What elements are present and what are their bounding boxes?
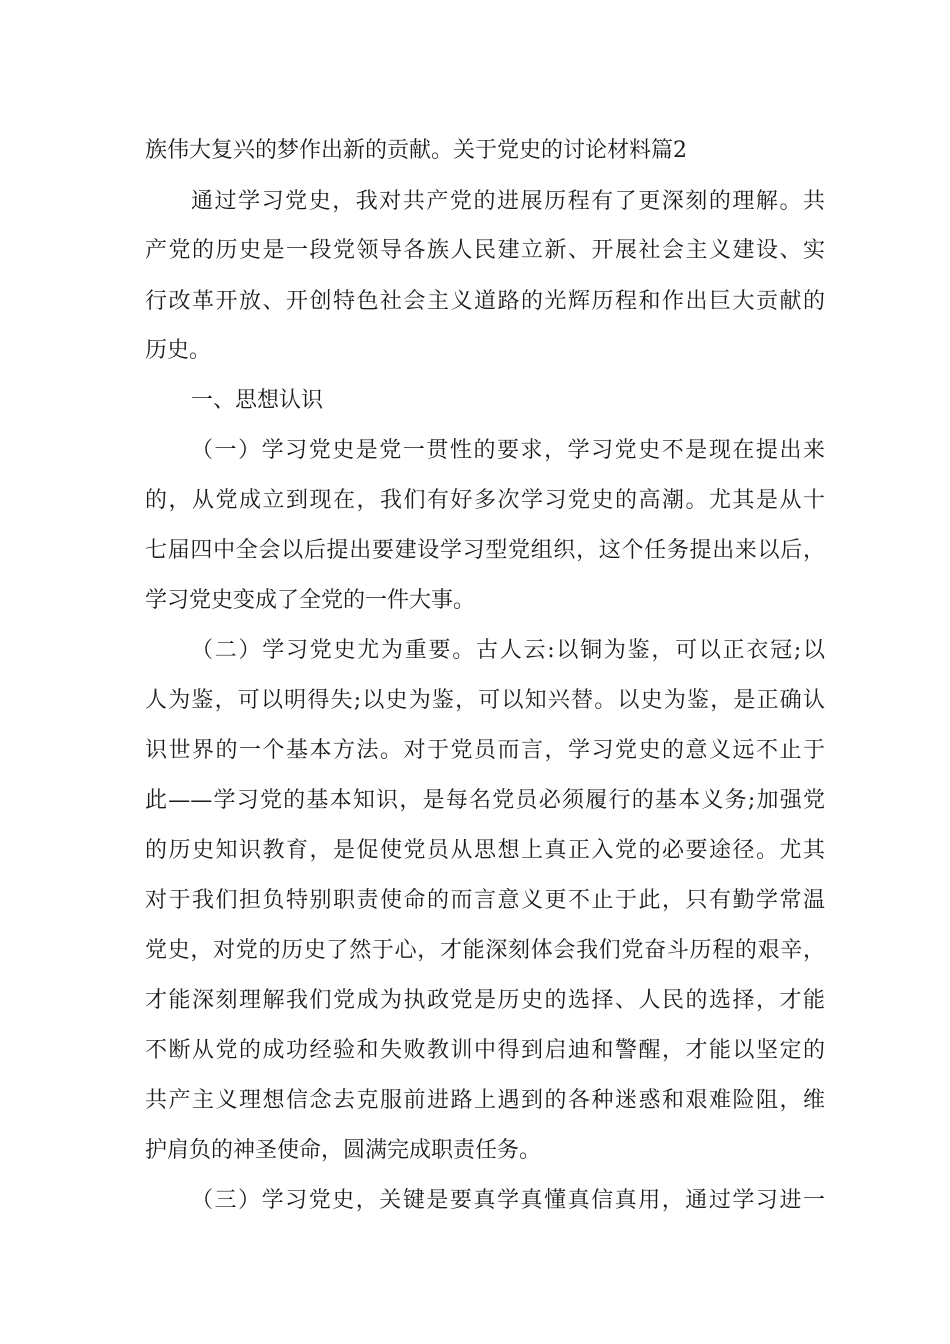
text-line: 人为鉴，可以明得失;以史为鉴，可以知兴替。以史为鉴，是正确认: [145, 688, 825, 713]
text-line: 的，从党成立到现在，我们有好多次学习党史的高潮。尤其是从十: [145, 488, 825, 513]
text-line: 学习党史变成了全党的一件大事。: [145, 588, 476, 613]
text-line: 产党的历史是一段党领导各族人民建立新、开展社会主义建设、实: [145, 238, 825, 263]
text-line: 的历史知识教育，是促使党员从思想上真正入党的必要途径。尤其: [145, 838, 825, 863]
text-line: 历史。: [145, 338, 212, 363]
section-heading: 一、思想认识: [191, 388, 324, 413]
text-line: 党史，对党的历史了然于心，才能深刻体会我们党奋斗历程的艰辛，: [145, 938, 825, 963]
text-line: 七届四中全会以后提出要建设学习型党组织，这个任务提出来以后，: [145, 538, 825, 563]
text-line: 不断从党的成功经验和失败教训中得到启迪和警醒，才能以坚定的: [145, 1038, 825, 1063]
paragraph-first-line: 通过学习党史，我对共产党的进展历程有了更深刻的理解。共: [191, 189, 825, 214]
text-line: 识世界的一个基本方法。对于党员而言，学习党史的意义远不止于: [145, 738, 825, 763]
paragraph-first-line: （三）学习党史，关键是要真学真懂真信真用，通过学习进一: [191, 1188, 825, 1213]
paragraph-first-line: （一）学习党史是党一贯性的要求，学习党史不是现在提出来: [191, 438, 825, 463]
text-line: 行改革开放、开创特色社会主义道路的光辉历程和作出巨大贡献的: [145, 289, 825, 314]
text-line: 族伟大复兴的梦作出新的贡献。关于党史的讨论材料篇2: [145, 138, 687, 163]
text-line: 此——学习党的基本知识，是每名党员必须履行的基本义务;加强党: [145, 788, 825, 813]
text-line: 才能深刻理解我们党成为执政党是历史的选择、人民的选择，才能: [145, 988, 825, 1013]
paragraph-first-line: （二）学习党史尤为重要。古人云:以铜为鉴，可以正衣冠;以: [191, 638, 825, 663]
text-line: 共产主义理想信念去克服前进路上遇到的各种迷惑和艰难险阻，维: [145, 1088, 825, 1113]
text-line: 护肩负的神圣使命，圆满完成职责任务。: [145, 1138, 542, 1163]
text-line: 对于我们担负特别职责使命的而言意义更不止于此，只有勤学常温: [145, 888, 825, 913]
